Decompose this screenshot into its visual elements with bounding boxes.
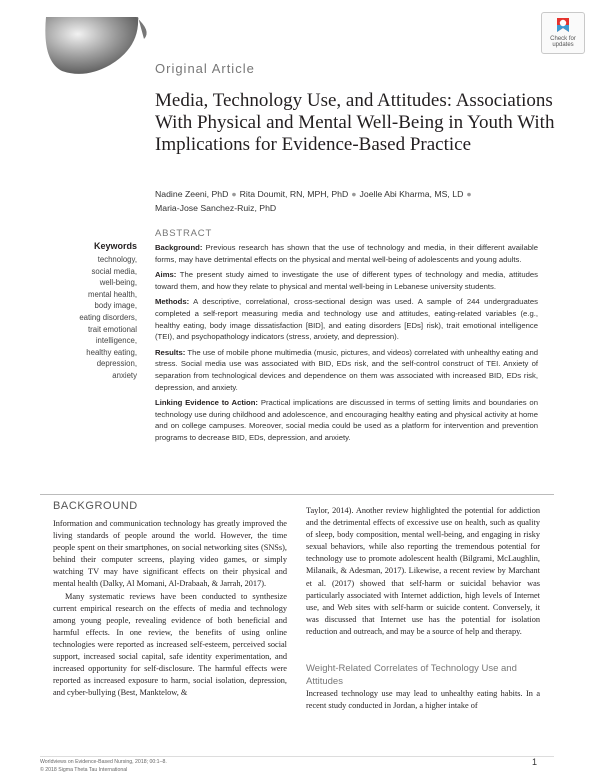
abstract-results bbox=[155, 347, 538, 393]
subsection-heading: Weight-Related Correlates of Technology Use and Attitudes bbox=[306, 663, 517, 687]
copyright-notice: © 2018 Sigma Theta Tau International bbox=[40, 766, 128, 773]
body-column-right bbox=[306, 505, 540, 638]
abstract-label: Methods: bbox=[155, 297, 190, 307]
abstract-text: The present study aimed to investigate the use of different types of technology and media, attitudes toward them, and how they relate to physical and mental well-being in Lebanese university students. bbox=[155, 270, 538, 291]
page-number: 1 bbox=[532, 757, 538, 767]
abstract-background bbox=[155, 242, 538, 265]
crossmark-icon bbox=[555, 16, 571, 36]
body-paragraph: Information and communication technology has greatly improved the living standards of people around the world. However, the time people spent on their smartphones, on social networking sites (SNSs), behind their computer screens, playing video games, or simply watching TV may have significant effects on their physical and mental health (Dalky, Al Momani, Al-Drabaah, & Jarrah, 2017). bbox=[53, 519, 287, 589]
keyword-item: well-being, bbox=[99, 278, 137, 288]
separator-dot: ● bbox=[351, 189, 357, 199]
body-paragraph: Many systematic reviews have been conducted to synthesize current empirical research on the effects of media and technology among young people, revealing evidence of both beneficial and harmful effects. In one review, the benefits of using online technologies were reported as increased self-esteem, perceived social support, increased social capital, safe identity experimentation, and increased opportunity for self-disclosure. The harmful effects were reported as increased exposure to harm, social isolation, depression, and cyber-bullying (Best, Manktelow, & bbox=[53, 591, 287, 698]
abstract-body bbox=[155, 242, 538, 448]
author-name: Maria-Jose Sanchez-Ruiz, PhD bbox=[155, 203, 277, 213]
keyword-item: body image, bbox=[94, 301, 137, 311]
abstract-text: The use of mobile phone multimedia (music, pictures, and videos) correlated with unhealthy eating and stress. Social media use was associated with BID, EDs risk, and the self-control construct of TEI. Anxiety of separation from technological devices and dependence on them was associated with increased BID, EDs risk, depression, and anxiety. bbox=[155, 347, 538, 392]
abstract-heading: ABSTRACT bbox=[155, 228, 213, 239]
check-for-updates-badge[interactable] bbox=[541, 12, 585, 54]
section-divider bbox=[40, 494, 554, 495]
keywords-list bbox=[40, 254, 137, 382]
author-name: Rita Doumit, RN, MPH, PhD bbox=[239, 189, 349, 199]
abstract-linking-evidence bbox=[155, 397, 538, 443]
author-list bbox=[155, 187, 560, 215]
keyword-item: anxiety bbox=[112, 370, 137, 380]
body-column-right-continued bbox=[306, 688, 540, 712]
keyword-item: trait emotional bbox=[88, 324, 137, 334]
keyword-item: depression, bbox=[96, 359, 137, 369]
keyword-item: eating disorders, bbox=[79, 312, 137, 322]
article-title: Media, Technology Use, and Attitudes: Associations With Physical and Mental Well-Being in Youth With Implications for Evidence-Based Practice bbox=[155, 90, 555, 155]
abstract-label: Results: bbox=[155, 347, 186, 357]
article-type-label: Original Article bbox=[155, 61, 255, 76]
keyword-item: technology, bbox=[97, 255, 137, 264]
separator-dot: ● bbox=[466, 189, 472, 199]
body-column-left bbox=[53, 518, 287, 699]
keyword-item: healthy eating, bbox=[86, 347, 137, 357]
abstract-methods bbox=[155, 296, 538, 342]
separator-dot: ● bbox=[231, 189, 237, 199]
background-heading: BACKGROUND bbox=[53, 500, 138, 512]
abstract-label: Background: bbox=[155, 243, 203, 252]
abstract-text: Practical implications are discussed in terms of setting limits and boundaries on technology use during childhood and adolescence, and encouraging healthy eating and physical activity at home and on college campuses. Moreover, social media could be used as a platform for intervention and prevention programs to decrease BID, EDs, depression, and anxiety. bbox=[155, 398, 538, 442]
journal-citation: Worldviews on Evidence-Based Nursing, 2018; 00:1–8. bbox=[40, 759, 167, 765]
body-paragraph: Taylor, 2014). Another review highlighted the potential for addiction and the detrimental effects of excessive use on health, such as quality of sleep, body composition, mental well-being, and engaging in risky sexual behaviors, while also reporting the tremendous potential for technology use to promote adolescent health (Bilgrami, McLaughlin, Milanaik, & Adesman, 2017). Likewise, a recent review by Marchant et al. (2017) showed that self-harm or suicidal behavior was particularly associated with Internet addiction, high levels of Internet use, and Web sites with self-harm or suicide content. Conversely, it was discussed that Internet use has the potential for isolation reduction and outreach, and may be a source of help and therapy. bbox=[306, 506, 540, 636]
keywords-heading: Keywords bbox=[93, 241, 137, 251]
journal-sphere-graphic bbox=[40, 17, 152, 77]
author-name: Joelle Abi Kharma, MS, LD bbox=[359, 189, 464, 199]
abstract-text: Previous research has shown that the use of technology and media, in their different available forms, may have detrimental effects on the physical and mental well-being of adolescents and young adults. bbox=[155, 243, 538, 264]
body-paragraph: Increased technology use may lead to unhealthy eating habits. In a recent study conducted in Jordan, a higher intake of bbox=[306, 689, 540, 711]
abstract-aims bbox=[155, 269, 538, 292]
page-footer bbox=[40, 759, 167, 774]
keyword-item: social media, bbox=[91, 266, 137, 276]
keyword-item: mental health, bbox=[88, 289, 137, 299]
crossmark-label: Check for updates bbox=[550, 36, 576, 48]
footer-divider bbox=[40, 756, 554, 757]
abstract-text: A descriptive, correlational, cross-sectional design was used. A sample of 244 undergraduates completed a self-report measuring media and technology use and attitudes, eating-related variables (e.g., healthy eating, body image dissatisfaction [BID], and eating disorders [EDs] risk), trait emotional intelligence (TEI), and psychopathology indicators (stress, anxiety, and depression). bbox=[155, 297, 538, 342]
abstract-label: Linking Evidence to Action: bbox=[155, 398, 258, 408]
author-name: Nadine Zeeni, PhD bbox=[155, 189, 229, 199]
keyword-item: intelligence, bbox=[95, 336, 137, 346]
abstract-label: Aims: bbox=[155, 270, 177, 280]
